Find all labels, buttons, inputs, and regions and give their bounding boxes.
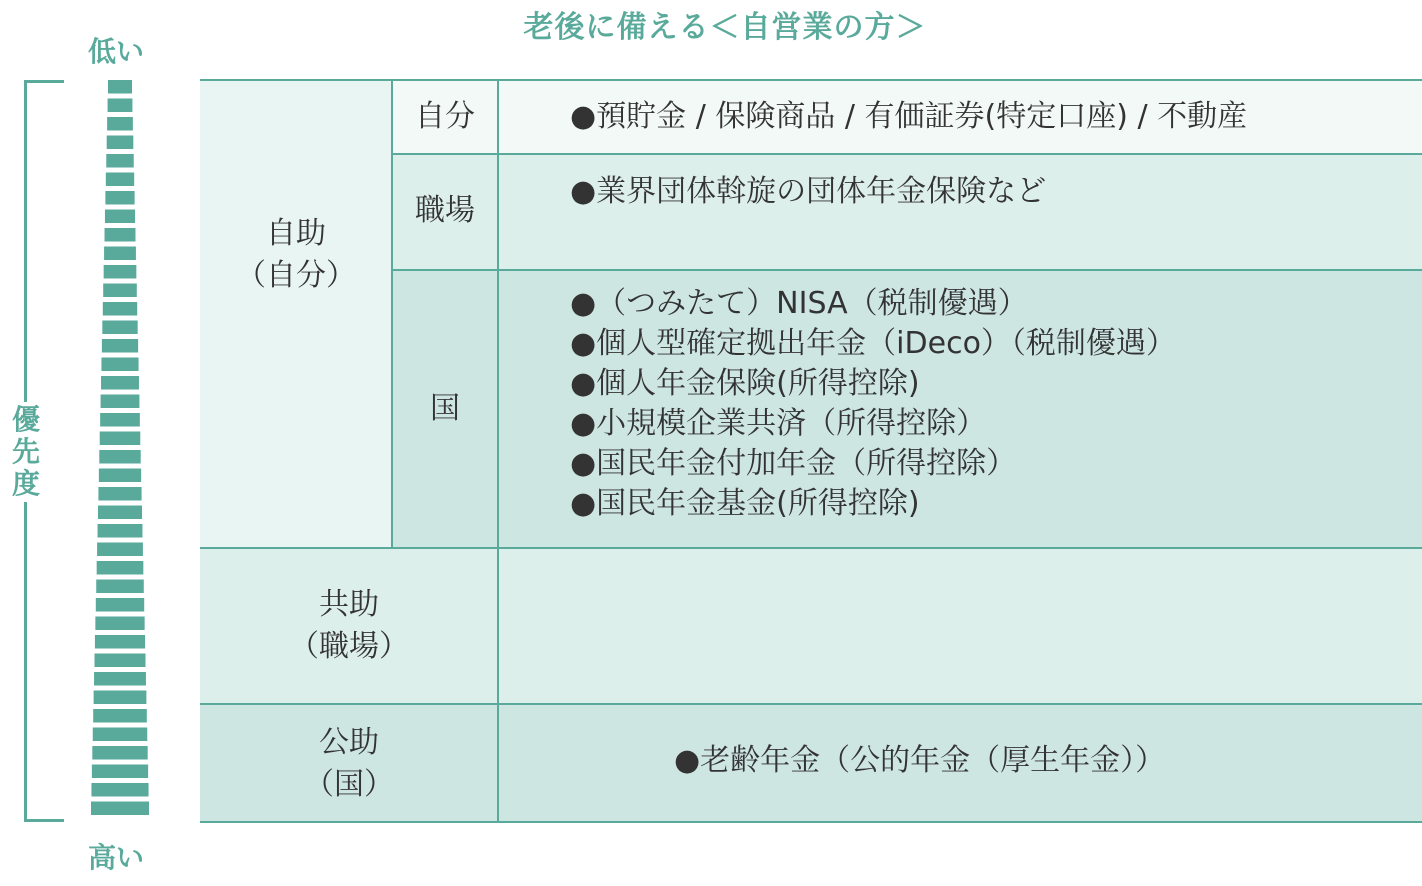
priority-bar [95, 635, 145, 649]
priority-bar [98, 487, 141, 501]
priority-bar [96, 580, 144, 594]
public-aid-label-line2: （国） [304, 767, 394, 802]
diagram-title: 老後に備える＜自営業の方＞ [523, 10, 927, 45]
priority-bar [101, 358, 138, 372]
priority-bar [105, 191, 134, 205]
priority-bar [96, 598, 144, 612]
priority-bar [108, 80, 132, 94]
priority-bar [92, 765, 148, 779]
public-aid-content-text: ●老齢年金（公的年金（厚生年金）） [674, 743, 1166, 778]
cell-self-help [200, 80, 392, 548]
priority-bar [93, 709, 147, 723]
priority-bar [107, 117, 133, 131]
grid-line [391, 80, 393, 548]
priority-high-label: 高い [88, 841, 145, 874]
list-item: ●小規模企業共済（所得控除） [570, 406, 987, 441]
priority-bar [103, 284, 137, 298]
list-item: ●個人型確定拠出年金（iDeco）（税制優遇） [570, 326, 1176, 361]
list-item: ●個人年金保険(所得控除) [570, 366, 920, 401]
list-item: ●国民年金基金(所得控除) [570, 486, 920, 521]
priority-bar [91, 802, 149, 816]
priority-low-label: 低い [88, 35, 145, 68]
public-aid-label-line1: 公助 [319, 725, 379, 760]
national-label: 国 [430, 391, 460, 426]
priority-bar [91, 783, 148, 797]
self-help-label [200, 213, 392, 297]
priority-bar [106, 173, 134, 187]
priority-bar [99, 450, 140, 464]
priority-gradient-bars [0, 0, 200, 886]
priority-bar [97, 561, 144, 575]
priority-bar [104, 247, 136, 261]
mutual-aid-label-line2: （職場） [289, 629, 409, 664]
priority-bar [106, 154, 133, 168]
mutual-aid-label-line1: 共助 [319, 587, 379, 622]
self-help-label-line1: 自助 [266, 216, 326, 251]
national-content-list [570, 284, 1176, 524]
grid-line [200, 703, 1422, 705]
priority-bar [101, 395, 140, 409]
priority-bar [93, 728, 148, 742]
priority-bar [94, 654, 145, 668]
priority-bar [94, 672, 146, 686]
list-item: ●国民年金付加年金（所得控除） [570, 446, 1017, 481]
grid-line [392, 153, 1422, 155]
priority-bar [99, 469, 141, 483]
priority-bar [98, 524, 143, 538]
grid-line [200, 547, 1422, 549]
priority-bar [105, 228, 136, 242]
priority-bar [95, 617, 144, 631]
priority-bar [104, 265, 137, 279]
self-help-label-line2: （自分） [236, 258, 356, 293]
workplace-label: 職場 [415, 193, 475, 228]
priority-bar [102, 321, 137, 335]
priority-bar [98, 506, 142, 520]
public-aid-label [200, 722, 498, 806]
priority-bar [100, 432, 141, 446]
self-label: 自分 [415, 99, 475, 134]
priority-bar [92, 746, 147, 760]
priority-text: 優先度 [11, 403, 40, 500]
priority-bar [94, 691, 147, 705]
grid-line [200, 79, 1422, 81]
grid-line [392, 269, 1422, 271]
priority-bar [97, 543, 143, 557]
list-item: ●（つみたて）NISA（税制優遇） [570, 286, 1028, 321]
mutual-aid-label [200, 584, 498, 668]
priority-bar [101, 376, 139, 390]
priority-bar [102, 339, 138, 353]
priority-bar [105, 210, 135, 224]
priority-bar [108, 99, 133, 113]
self-content-text: ●預貯金 / 保険商品 / 有価証券(特定口座) / 不動産 [570, 99, 1248, 134]
priority-bar [100, 413, 140, 427]
priority-bar [103, 302, 137, 316]
workplace-content-text: ●業界団体斡旋の団体年金保険など [570, 174, 1047, 209]
grid-line [200, 821, 1422, 823]
priority-bar [107, 136, 134, 150]
